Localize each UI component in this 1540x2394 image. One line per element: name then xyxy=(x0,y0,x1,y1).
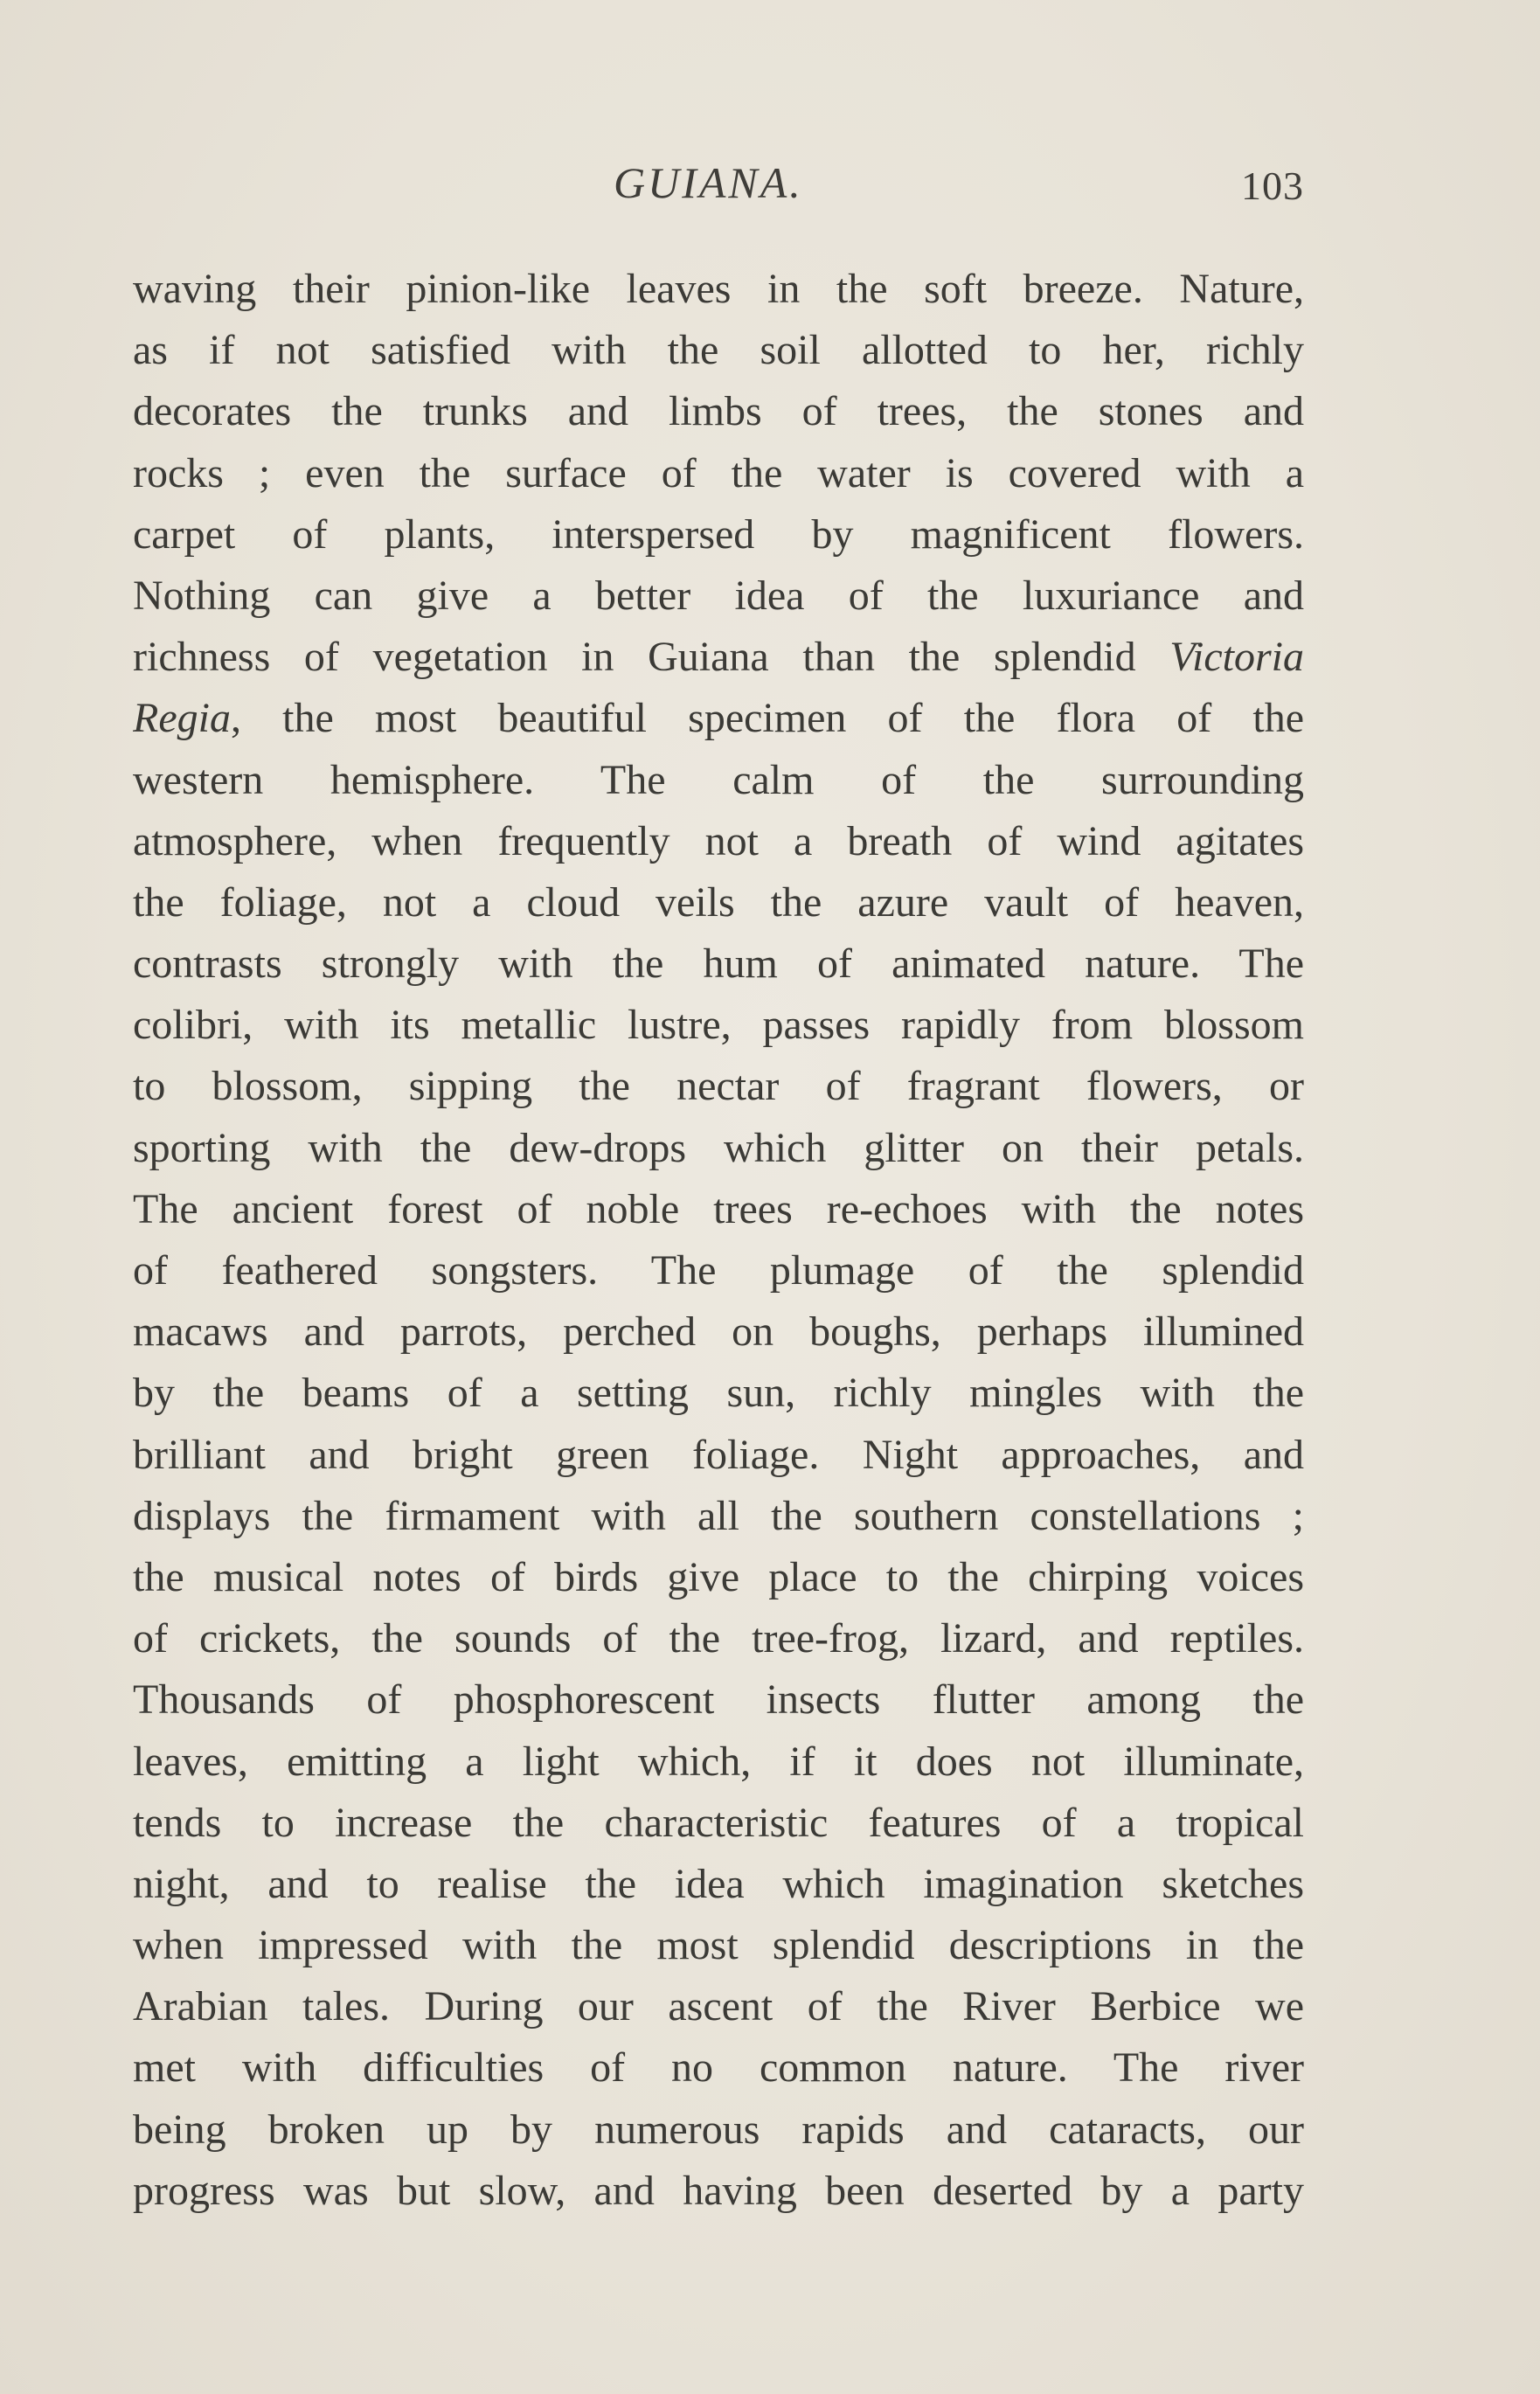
text-line: leaves, emitting a light which, if it does not illuminate, xyxy=(133,1738,1304,1785)
text-line: decorates the trunks and limbs of trees, the stones and xyxy=(133,388,1304,435)
text-line: waving their pinion-like leaves in the soft breeze. Nature, xyxy=(133,266,1304,312)
text-line: night, and to realise the idea which imagination sketches xyxy=(133,1860,1304,1907)
text-line: contrasts strongly with the hum of animated nature. The xyxy=(133,940,1304,988)
text-line: by the beams of a setting sun, richly mingles with the xyxy=(133,1370,1304,1417)
text-run: , the most beautiful specimen of the flora of the xyxy=(230,695,1304,742)
page-header xyxy=(133,157,1304,219)
text-line: The ancient forest of noble trees re-echoes with the notes xyxy=(133,1185,1304,1232)
body-text xyxy=(133,259,1304,2222)
text-line: carpet of plants, interspersed by magnificent flowers. xyxy=(133,510,1304,558)
text-line: as if not satisfied with the soil allotted to her, richly xyxy=(133,327,1304,374)
text-line: being broken up by numerous rapids and cataracts, our xyxy=(133,2106,1304,2153)
text-line: progress was but slow, and having been deserted by a party xyxy=(133,2167,1304,2214)
page-number: 103 xyxy=(1241,163,1304,208)
text-line: the musical notes of birds give place to the chirping voices xyxy=(133,1553,1304,1600)
text-line: tends to increase the characteristic features of a tropical xyxy=(133,1799,1304,1846)
text-line: macaws and parrots, perched on boughs, perhaps illumined xyxy=(133,1308,1304,1356)
text-line: western hemisphere. The calm of the surrounding xyxy=(133,756,1304,803)
text-line: when impressed with the most splendid descriptions in the xyxy=(133,1922,1304,1969)
text-line: of feathered songsters. The plumage of the splendid xyxy=(133,1247,1304,1294)
text-run: richness of vegetation in Guiana than the splendid xyxy=(133,634,1170,681)
text-line xyxy=(133,688,1304,749)
text-line: displays the firmament with all the southern constellations ; xyxy=(133,1492,1304,1539)
text-line: to blossom, sipping the nectar of fragrant flowers, or xyxy=(133,1063,1304,1110)
text-line: met with difficulties of no common nature. The river xyxy=(133,2044,1304,2092)
text-line: rocks ; even the surface of the water is covered with a xyxy=(133,449,1304,496)
text-line: the foliage, not a cloud veils the azure vault of heaven, xyxy=(133,878,1304,926)
text-line: colibri, with its metallic lustre, passes rapidly from blossom xyxy=(133,1002,1304,1049)
text-line: brilliant and bright green foliage. Night approaches, and xyxy=(133,1431,1304,1478)
text-line: Nothing can give a better idea of the luxuriance and xyxy=(133,572,1304,619)
italic-term: Regia xyxy=(133,695,231,742)
running-head: GUIANA. xyxy=(614,158,803,207)
italic-term: Victoria xyxy=(1169,634,1304,681)
text-line: Arabian tales. During our ascent of the River Berbice we xyxy=(133,1983,1304,2030)
text-line xyxy=(133,627,1304,688)
text-line: atmosphere, when frequently not a breath of wind agitates xyxy=(133,817,1304,864)
text-line: sporting with the dew-drops which glitter on their petals. xyxy=(133,1124,1304,1171)
text-line: of crickets, the sounds of the tree-frog, lizard, and reptiles. xyxy=(133,1615,1304,1662)
text-line: Thousands of phosphorescent insects flutter among the xyxy=(133,1676,1304,1724)
